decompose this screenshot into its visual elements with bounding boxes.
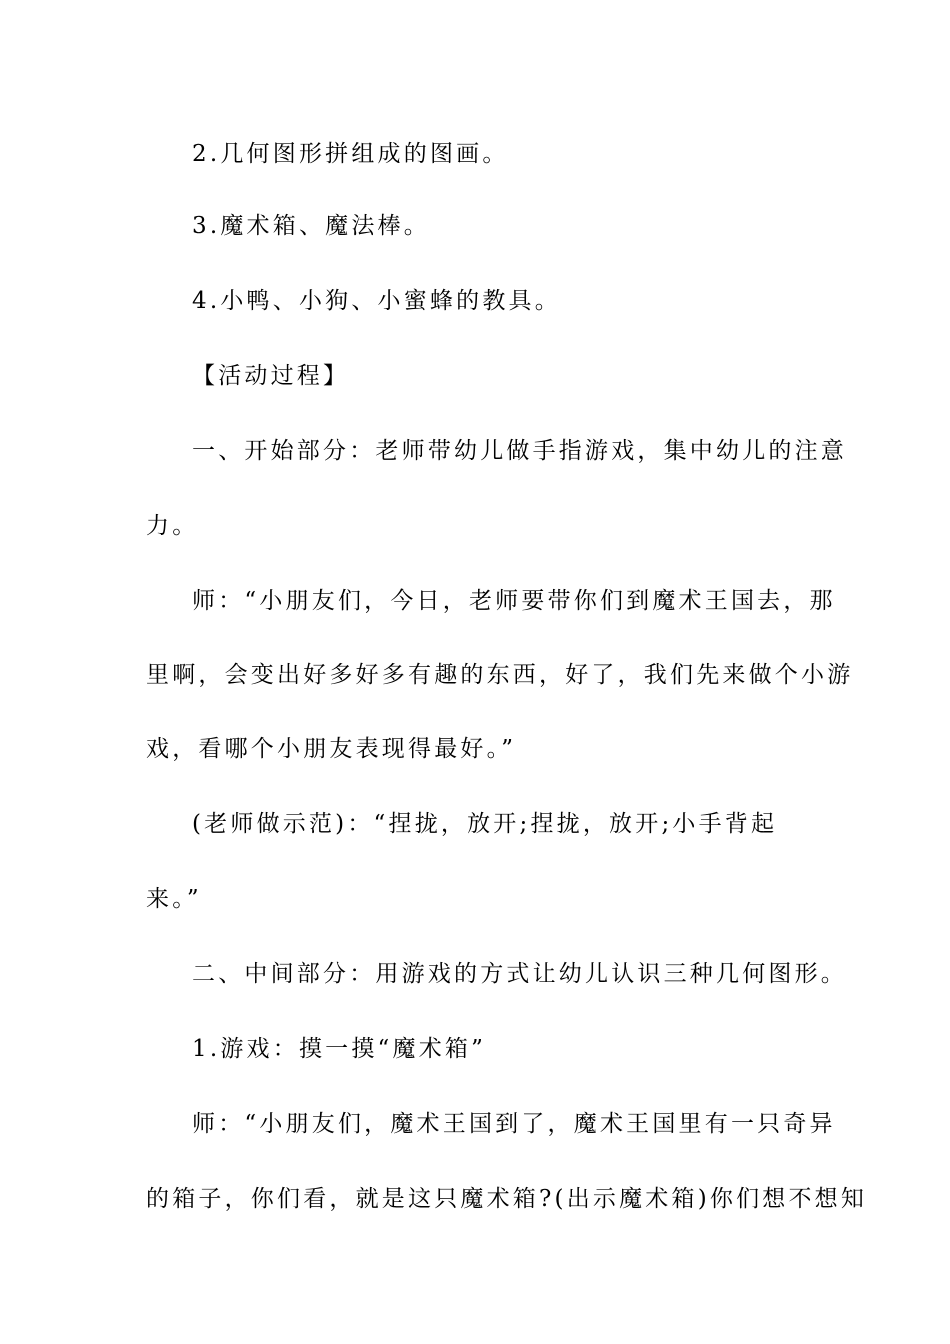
material-item-2: 2.几何图形拼组成的图画。	[192, 141, 509, 167]
paragraph-line: 来。”	[146, 886, 202, 912]
material-item-3: 3.魔术箱、魔法棒。	[192, 213, 430, 239]
material-item-4: 4.小鸭、小狗、小蜜蜂的教具。	[192, 288, 561, 314]
paragraph-line: 戏，看哪个小朋友表现得最好。”	[146, 736, 517, 762]
paragraph-line: 1.游戏：摸一摸“魔术箱”	[192, 1036, 487, 1062]
paragraph-line: 力。	[146, 513, 199, 539]
paragraph-line: 一、开始部分：老师带幼儿做手指游戏，集中幼儿的注意	[192, 438, 847, 464]
paragraph-line: 二、中间部分：用游戏的方式让幼儿认识三种几何图形。	[192, 961, 847, 987]
paragraph-line: 师：“小朋友们，魔术王国到了，魔术王国里有一只奇异	[192, 1111, 836, 1137]
paragraph-line: 师：“小朋友们，今日，老师要带你们到魔术王国去，那	[192, 588, 836, 614]
paragraph-line: 的箱子，你们看，就是这只魔术箱?(出示魔术箱)你们想不想知	[146, 1186, 868, 1212]
section-heading-activity-process: 【活动过程】	[192, 363, 350, 389]
paragraph-line: 里啊，会变出好多好多有趣的东西，好了，我们先来做个小游	[146, 662, 854, 688]
paragraph-line: (老师做示范)：“捏拢，放开;捏拢，放开;小手背起	[192, 811, 778, 837]
